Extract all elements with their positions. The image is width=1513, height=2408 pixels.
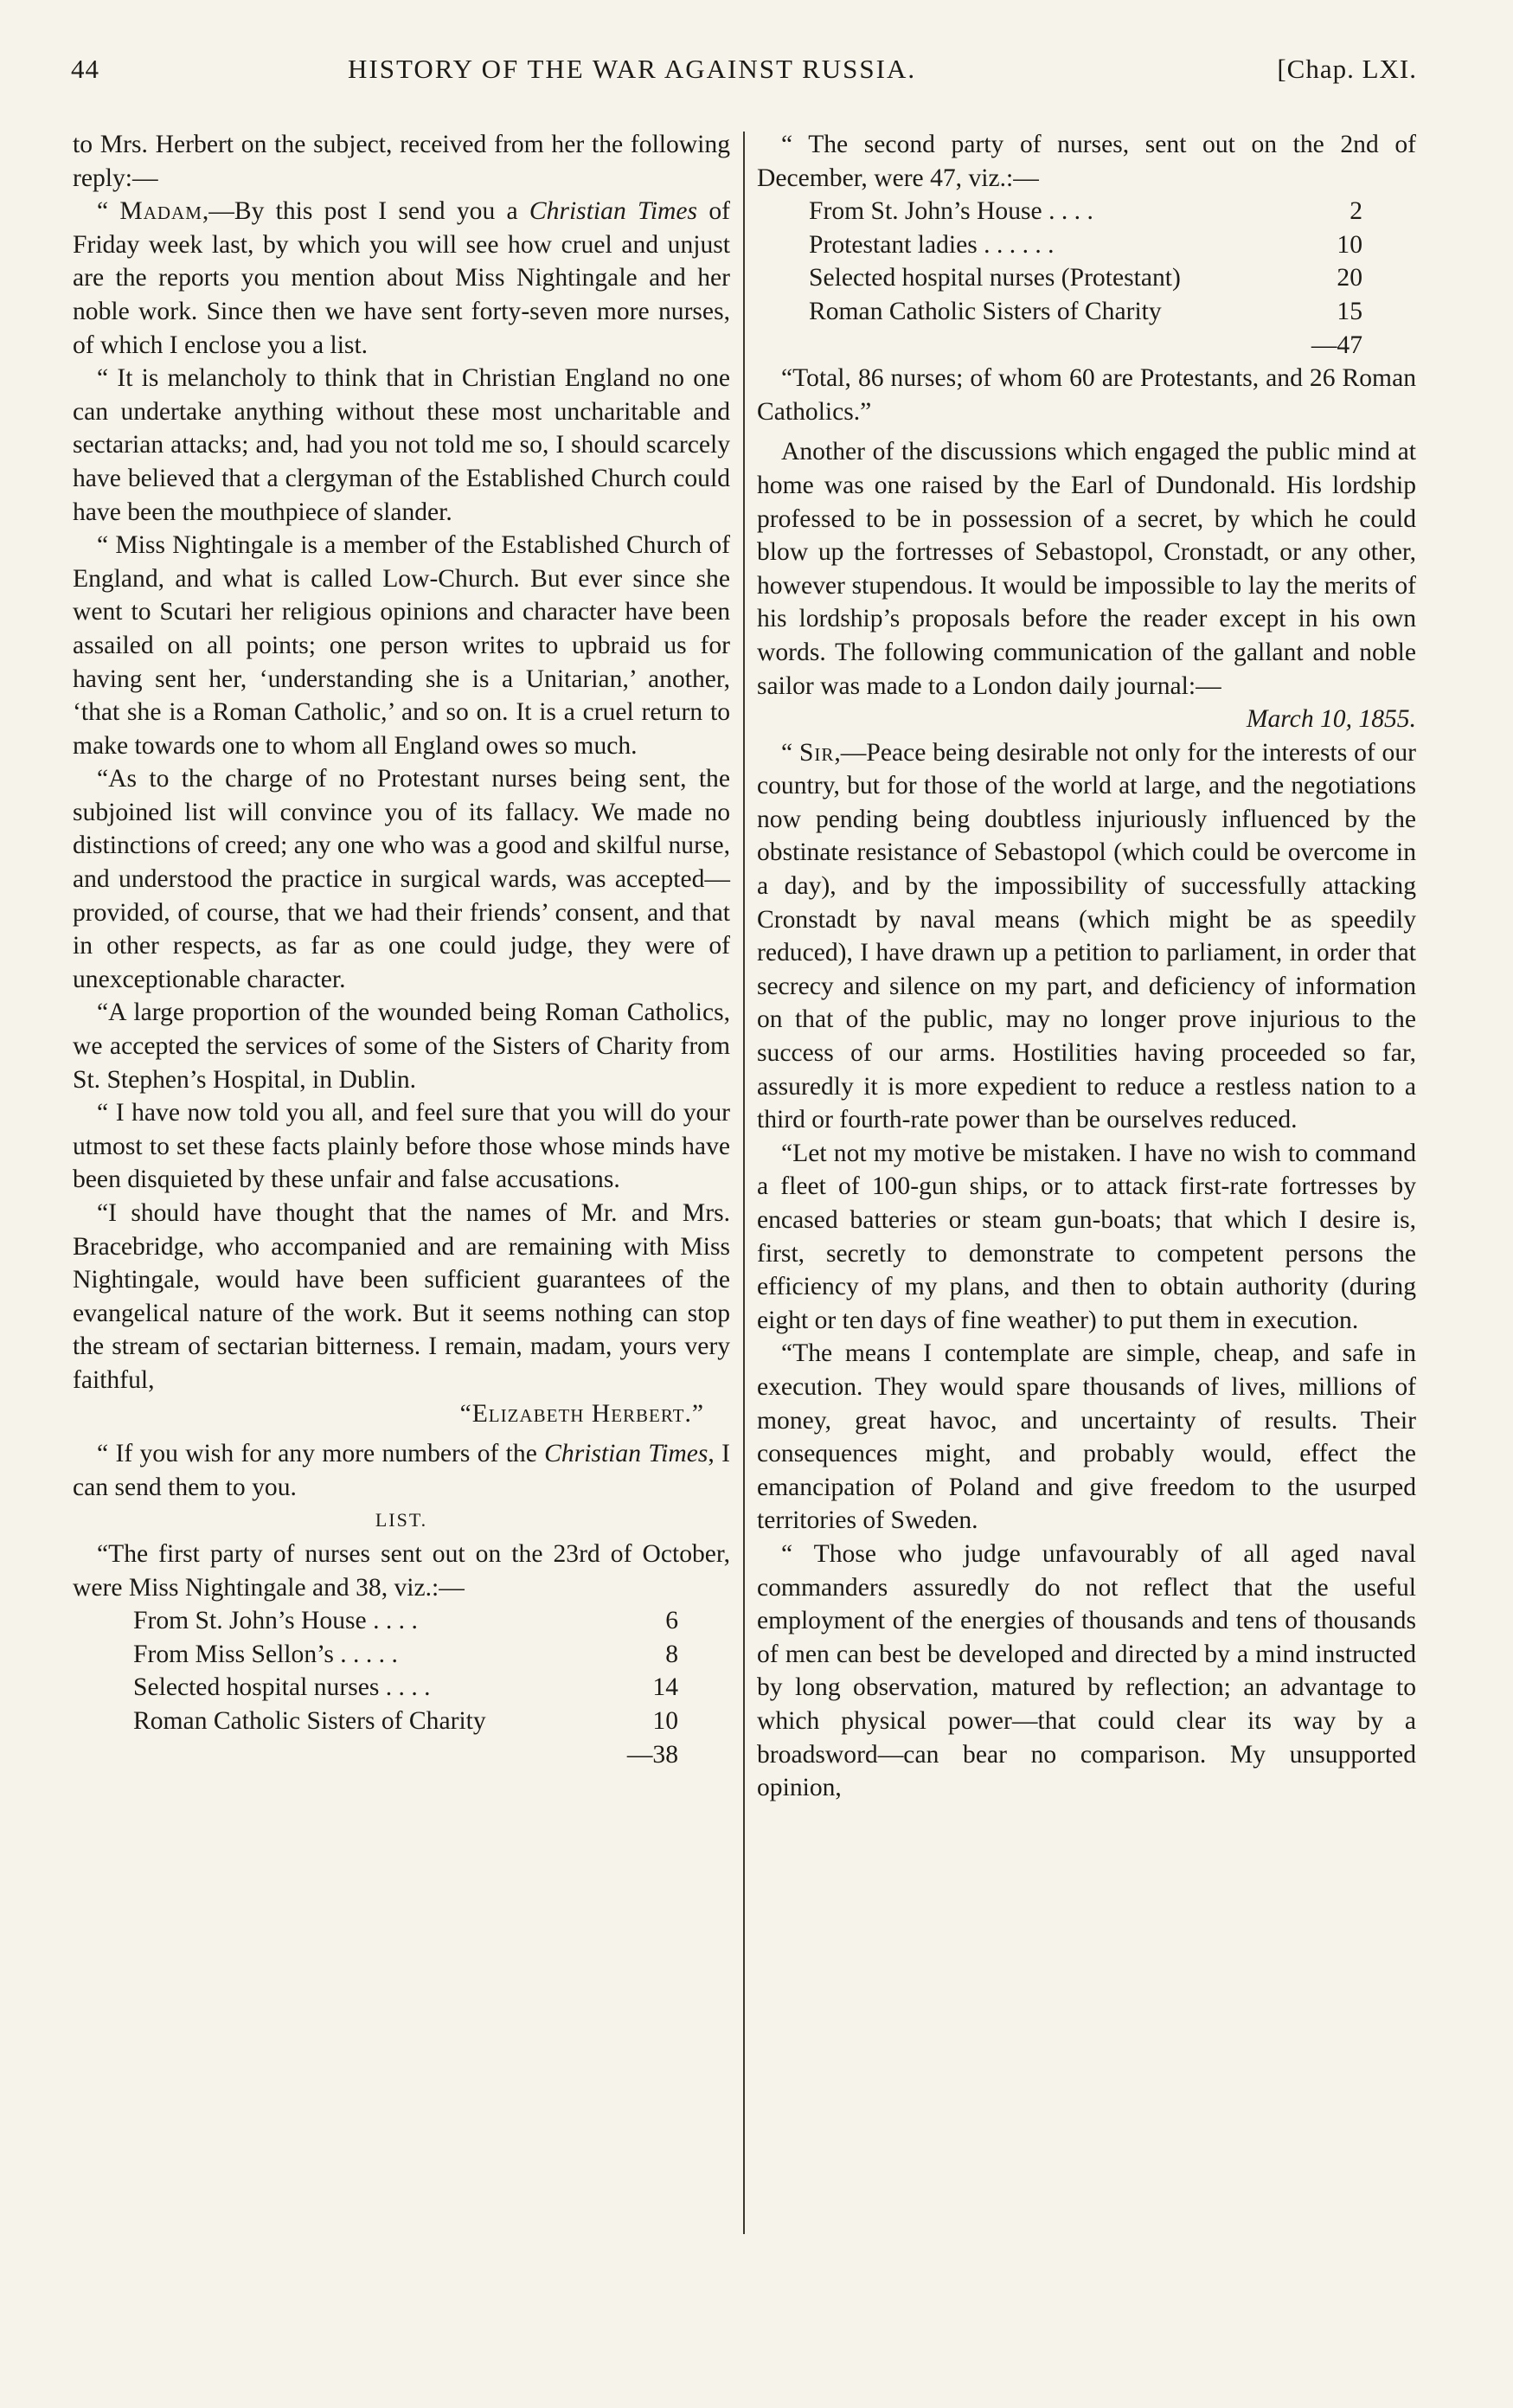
salutation: Madam [119, 197, 202, 226]
text-run: “ If you wish for any more numbers of the [97, 1440, 545, 1468]
list-item-count: 6 [665, 1607, 678, 1635]
text-run: of Friday week last, by which you will see how cruel and unjust are the reports you mention about Miss Nightingale and her noble work. Since then we have sent forty-seven more nurses, of which I enclose you a list. [73, 197, 730, 359]
paragraph: “Let not my motive be mistaken. I have no wish to command a fleet of 100-gun ships, or to attack first-rate fortresses by encased batteries or steam gun-boats; that which I desire is, first, secretly to demonstrate to competent persons the efficiency of my plans, and then to obtain authority (during eight or ten days of fine weather) to put them in execution. [757, 1139, 1416, 1334]
running-header [71, 54, 1417, 93]
chapter-label: [Chap. LXI. [1277, 54, 1417, 84]
list-item-count: 10 [652, 1706, 678, 1735]
list-total: —47 [1311, 331, 1362, 359]
list-item-count: 10 [1337, 230, 1362, 259]
paragraph: “ The second party of nurses, sent out on the 2nd of December, were 47, viz.:— [757, 131, 1416, 192]
list-item [809, 195, 1362, 228]
paragraph: “ Those who judge unfavourably of all aged naval commanders assuredly do not reflect that the useful employment of the energies of thousands and tens of thousands of men can best be developed and directed by a mind instructed by long observation, matured by reflection; an advantage to which physical power—that could clear its way by a broadsword—can bear no comparison. My unsupported opinion, [757, 1539, 1416, 1802]
paragraph: “A large proportion of the wounded being Roman Catholics, we accepted the services of some of the Sisters of Charity from St. Stephen’s Hospital, in Dublin. [73, 999, 730, 1094]
list-item [809, 261, 1362, 295]
left-column [73, 128, 730, 1771]
paragraph [73, 1437, 730, 1504]
list-item [133, 1604, 678, 1638]
list-item [133, 1671, 678, 1705]
list-item-name: From St. John’s House . . . . [133, 1607, 418, 1635]
list-item-count: 8 [665, 1640, 678, 1668]
list-item [133, 1705, 678, 1738]
nurse-list-second-party [809, 195, 1362, 362]
list-item-name: Selected hospital nurses (Protestant) [809, 264, 1181, 292]
letter-date: March 10, 1855. [1246, 705, 1416, 734]
paragraph: “ It is melancholy to think that in Christian England no one can undertake anything without these most uncharitable and sectarian attacks; and, had you not told me so, I should scarcely have believed that a clergyman of the Established Church could have been the mouthpiece of slander. [73, 364, 730, 526]
paragraph: Another of the discussions which engaged the public mind at home was one raised by the Earl of Dundonald. His lordship professed to be in possession of a secret, by which he could blow up the fortresses of Sebastopol, Cronstadt, or any other, however stupendous. It would be impossible to lay the merits of his lordship’s proposals before the reader except in his own words. The following communication of the gallant and noble sailor was made to a London daily journal:— [757, 438, 1416, 700]
list-item-name: From Miss Sellon’s . . . . . [133, 1640, 398, 1668]
list-item-name: Protestant ladies . . . . . . [809, 230, 1055, 259]
paragraph [757, 736, 1416, 1137]
paragraph: “I should have thought that the names of Mr. and Mrs. Bracebridge, who accompanied and are remaining with Miss Nightingale, would have been sufficient guarantees of the evangelical nature of the work. But it seems nothing can stop the stream of sectarian bitterness. I remain, madam, yours very faithful, [73, 1199, 730, 1394]
paragraph: “ I have now told you all, and feel sure that you will do your utmost to set these facts plainly before those whose minds have been disquieted by these unfair and false accusations. [73, 1099, 730, 1194]
paragraph: “The means I contemplate are simple, cheap, and safe in execution. They would spare thousands of lives, millions of money, great havoc, and uncertainty of results. Their consequences might, and probably would, effect the emancipation of Poland and give freedom to the usurped territories of Sweden. [757, 1339, 1416, 1535]
page-number: 44 [71, 54, 99, 84]
list-item-name: From St. John’s House . . . . [809, 197, 1093, 226]
right-column [757, 128, 1416, 1805]
running-title: HISTORY OF THE WAR AGAINST RUSSIA. [348, 54, 917, 84]
paragraph: “ Miss Nightingale is a member of the Established Church of England, and what is called Low-Church. But ever since she went to Scutari her religious opinions and character have been assailed on all points; one person writes to upbraid us for having sent her, ‘understanding she is a Unitarian,’ another, ‘that she is a Roman Catholic,’ and so on. It is a cruel return to make towards one to whom all England owes so much. [73, 531, 730, 760]
column-divider [743, 132, 745, 2234]
paragraph: “As to the charge of no Protestant nurses being sent, the subjoined list will convince you of its fallacy. We made no distinctions of creed; any one who was a good and skilful nurse, and understood the practice in surgical wards, was accepted—provided, of course, that we had their friends’ consent, and that in other respects, as far as one could judge, they were of unexceptionable character. [73, 765, 730, 993]
paragraph: “The first party of nurses sent out on the 23rd of October, were Miss Nightingale and 38, viz.:— [73, 1539, 730, 1602]
list-total: —38 [626, 1740, 678, 1769]
list-item-name: Roman Catholic Sisters of Charity [133, 1706, 486, 1735]
paragraph: to Mrs. Herbert on the subject, received from her the following reply:— [73, 131, 730, 192]
quote-mark: “ [781, 738, 799, 767]
paragraph: “Total, 86 nurses; of whom 60 are Protestants, and 26 Roman Catholics.” [757, 364, 1416, 426]
newspaper-title: Christian Times [529, 197, 698, 226]
list-item-name: Selected hospital nurses . . . . [133, 1673, 431, 1702]
list-item [809, 228, 1362, 262]
list-item-count: 14 [652, 1673, 678, 1702]
quote-mark: “ [97, 197, 120, 226]
list-item [133, 1638, 678, 1672]
salutation: Sir [798, 738, 835, 767]
list-item-count: 15 [1337, 297, 1362, 325]
text-run: ,—Peace being desirable not only for the interests of our country, but for those of the world at large, and the negotiations now pending being doubtless injuriously influenced by the obstinate resistance of Sebastopol (which could be overcome in a day), and by the impossibility of successfully attacking Cronstadt by naval means (which might be as speedily reduced), I have drawn up a petition to parliament, in order that secrecy and silence on my part, and deficiency of information on that of the public, may no longer prove injurious to the success of our arms. Hostilities having proceeded so far, assuredly it is more expedient to reduce a restless nation to a third or fourth-rate power than be ourselves reduced. [757, 738, 1416, 1134]
list-heading: LIST. [375, 1509, 428, 1531]
text-run: , I can send them to you. [73, 1440, 730, 1501]
paragraph [73, 195, 730, 362]
list-item [809, 295, 1362, 329]
list-item-count: 20 [1337, 264, 1362, 292]
nurse-list-first-party [133, 1604, 678, 1771]
list-item-count: 2 [1350, 197, 1362, 226]
newspaper-title: Christian Times [544, 1440, 708, 1468]
signature: “Elizabeth Herbert.” [459, 1399, 704, 1428]
list-item-name: Roman Catholic Sisters of Charity [809, 297, 1162, 325]
text-run: ,—By this post I send you a [202, 197, 529, 226]
